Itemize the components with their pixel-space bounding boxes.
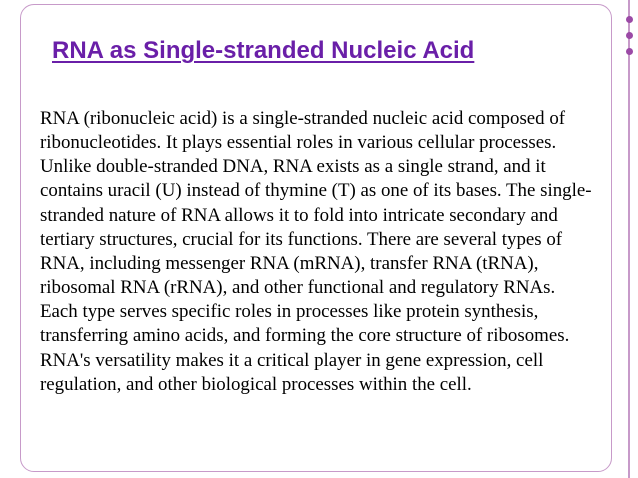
- side-rail: [628, 0, 630, 478]
- decorative-dot: [626, 32, 633, 39]
- decorative-dot: [626, 48, 633, 55]
- slide-title: RNA as Single-stranded Nucleic Acid: [52, 37, 475, 64]
- decorative-dot: [626, 16, 633, 23]
- slide-body-text: RNA (ribonucleic acid) is a single-stranded nucleic acid composed of ribonucleotides. It plays essential roles in various cellular processes. Unlike double-stranded DNA, RNA exists as a single strand, and it contains uracil (U) instead of thymine (T) as one of its bases. The single-stranded nature of RNA allows it to fold into intricate secondary and tertiary structures, crucial for its functions. There are several types of RNA, including messenger RNA (mRNA), transfer RNA (tRNA), ribosomal RNA (rRNA), and other functional and regulatory RNAs. Each type serves specific roles in processes like protein synthesis, transferring amino acids, and forming the core structure of ribosomes. RNA's versatility makes it a critical player in gene expression, cell regulation, and other biological processes within the cell.: [40, 108, 592, 395]
